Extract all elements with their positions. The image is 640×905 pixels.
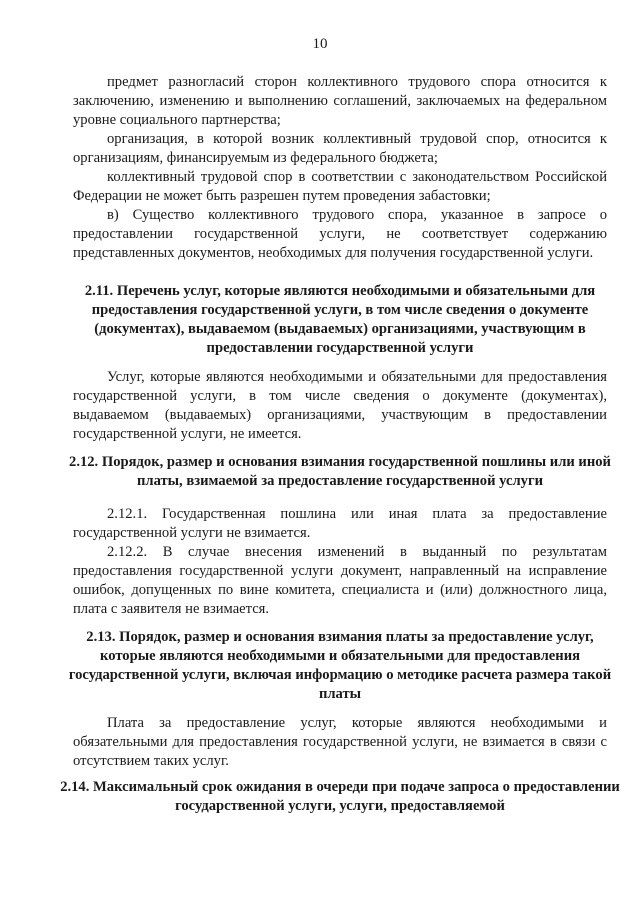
paragraph-subject-of-dispute: предмет разногласий сторон коллективного трудового спора относится к заключению, изменению и выполнению соглашений, заключаемых на федеральном уровне социального партнерства; xyxy=(73,74,607,128)
section-text-2-11: Услуг, которые являются необходимыми и обязательными для предоставления государственной услуги, в том числе сведения о документе (документах), выдаваемом (выдаваемых) организациями, участвующим в предоставлении государственной услуги, не имеется. xyxy=(73,369,607,442)
section-text-2-12-2: 2.12.2. В случае внесения изменений в выданный по результатам предоставления государственной услуги документ, направленный на исправление ошибок, допущенных по вине комитета, специалиста и (или) должностного лица, плата с заявителя не взимается. xyxy=(73,544,607,617)
section-text-2-13: Плата за предоставление услуг, которые являются необходимыми и обязательными для предоставления государственной услуги, не взимается в связи с отсутствием таких услуг. xyxy=(73,715,607,769)
section-heading-2-12: 2.12. Порядок, размер и основания взимания государственной пошлины или иной платы, взимаемой за предоставление государственной услуги xyxy=(69,454,611,489)
section-heading-2-11: 2.11. Перечень услуг, которые являются необходимыми и обязательными для предоставления государственной услуги, в том числе сведения о документе (документах), выдаваемом (выдаваемых) организациями, участвующим в предоставлении государственной услуги xyxy=(84,283,596,356)
page-number: 10 xyxy=(312,36,328,52)
paragraph-strike-not-permitted: коллективный трудовой спор в соответствии с законодательством Российской Федерации не может быть разрешен путем проведения забастовки; xyxy=(73,169,607,204)
paragraph-dispute-mismatch: в) Существо коллективного трудового спора, указанное в запросе о предоставлении государственной услуги, не соответствует содержанию представленных документов, необходимых для получения государственной услуги. xyxy=(73,207,607,261)
section-heading-2-13: 2.13. Порядок, размер и основания взимания платы за предоставление услуг, которые являются необходимыми и обязательными для предоставления государственной услуги, включая информацию о методике расчета размера такой платы xyxy=(68,629,612,702)
paragraph-federal-organization: организация, в которой возник коллективный трудовой спор, относится к организациям, финансируемым из федерального бюджета; xyxy=(73,131,607,166)
section-text-2-12-1: 2.12.1. Государственная пошлина или иная плата за предоставление государственной услуги не взимается. xyxy=(73,506,607,541)
section-heading-2-14: 2.14. Максимальный срок ожидания в очереди при подаче запроса о предоставлении государственной услуги, услуги, предоставляемой xyxy=(60,779,620,814)
